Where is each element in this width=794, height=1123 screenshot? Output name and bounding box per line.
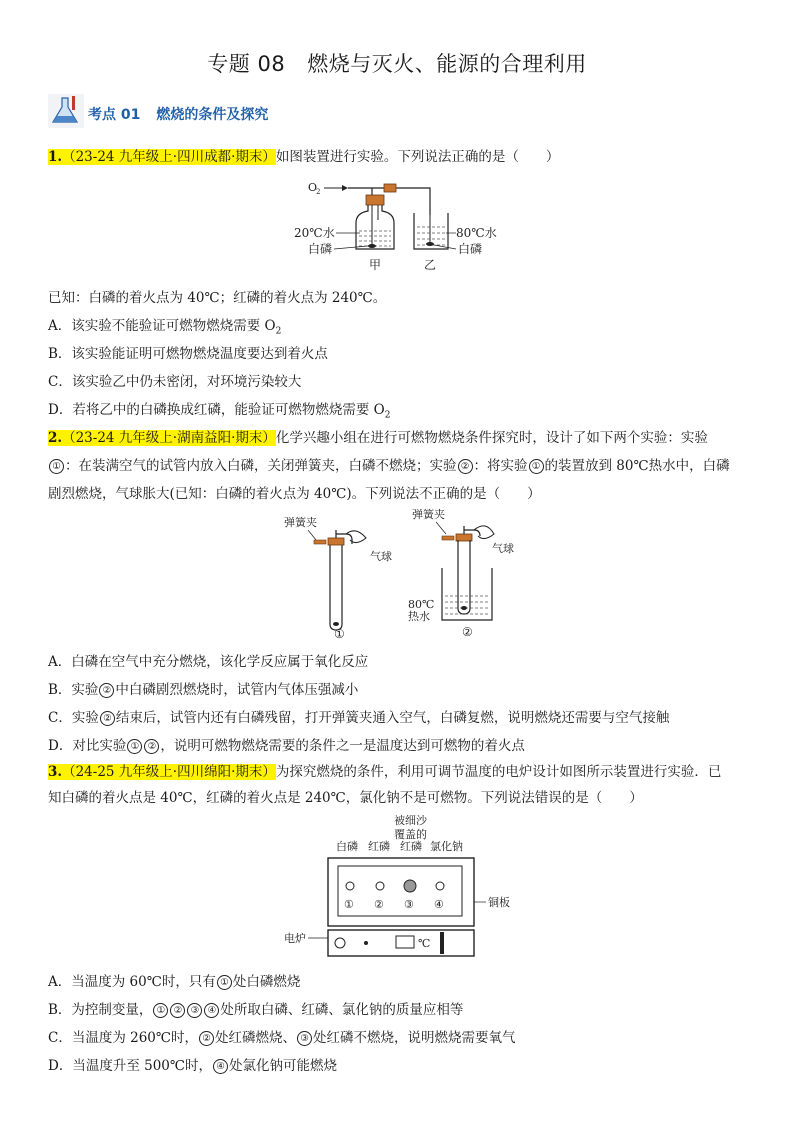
svg-text:气球: 气球: [370, 550, 392, 563]
svg-text:红磷: 红磷: [400, 840, 422, 853]
flask-icon: [48, 94, 84, 128]
svg-text:弹簧夹: 弹簧夹: [284, 516, 317, 529]
q1-option-a[interactable]: A．该实验不能验证可燃物燃烧需要 $O_2$: [48, 318, 282, 337]
svg-text:20℃水: 20℃水: [294, 226, 335, 240]
q3-option-a[interactable]: A．当温度为 60℃时，只有 ① 处白磷燃烧: [48, 974, 301, 990]
svg-text:气球: 气球: [492, 542, 514, 555]
q2-option-d[interactable]: D．对比实验 ① ② ，说明可燃物燃烧需要的条件之一是温度达到可燃物的着火点: [48, 738, 525, 754]
svg-text:甲: 甲: [369, 258, 382, 272]
q3-option-d[interactable]: D．当温度升至 500℃时， ④ 处氯化钠可能燃烧: [48, 1058, 337, 1074]
page-title: 专题 08 燃烧与灭火、能源的合理利用: [207, 52, 587, 76]
q1-known: 已知：白磷的着火点为 40℃；红磷的着火点为 240℃。: [48, 290, 387, 306]
svg-text:O: O: [308, 181, 318, 194]
svg-text:氯化钠: 氯化钠: [430, 840, 463, 853]
question-1-stem: 1.（23-24 九年级上·四川成都·期末）如图装置进行实验。下列说法正确的是（ ）: [48, 149, 560, 165]
q2-figure: [268, 504, 528, 648]
svg-text:白磷: 白磷: [458, 242, 483, 256]
svg-text:④: ④: [434, 898, 444, 911]
q3-option-c[interactable]: C．当温度为 260℃时， ② 处红磷燃烧、 ③ 处红磷不燃烧，说明燃烧需要氧气: [48, 1030, 516, 1046]
q1-option-b[interactable]: B．该实验能证明可燃物燃烧温度要达到着火点: [48, 346, 328, 362]
svg-text:电炉: 电炉: [284, 932, 306, 945]
svg-text:①: ①: [334, 627, 345, 641]
q2-option-a[interactable]: A．白磷在空气中充分燃烧，该化学反应属于氧化反应: [48, 654, 369, 670]
svg-text:②: ②: [462, 625, 473, 639]
svg-text:2: 2: [316, 188, 321, 196]
svg-text:①: ①: [344, 898, 354, 911]
question-2-stem-3: 剧烈燃烧，气球胀大(已知：白磷的着火点为 40℃)。下列说法不正确的是（ ）: [48, 486, 541, 502]
q1-option-c[interactable]: C．该实验乙中仍未密闭，对环境污染较大: [48, 374, 302, 390]
svg-text:℃: ℃: [418, 937, 431, 950]
svg-text:弹簧夹: 弹簧夹: [412, 508, 445, 521]
svg-text:热水: 热水: [408, 610, 430, 623]
svg-text:乙: 乙: [424, 258, 437, 272]
svg-text:覆盖的: 覆盖的: [394, 828, 427, 841]
svg-text:80℃水: 80℃水: [456, 226, 497, 240]
question-2-stem: 2.（23-24 九年级上·湖南益阳·期末）化学兴趣小组在进行可燃物燃烧条件探究时，设计了如下两个实验：实验: [48, 430, 708, 446]
q2-option-b[interactable]: B．实验 ② 中白磷剧烈燃烧时，试管内气体压强减小: [48, 682, 359, 698]
svg-text:铜板: 铜板: [488, 896, 510, 909]
svg-text:红磷: 红磷: [368, 840, 390, 853]
svg-text:80℃: 80℃: [408, 598, 435, 611]
svg-text:被细沙: 被细沙: [394, 814, 427, 827]
question-2-stem-2: ① ：在装满空气的试管内放入白磷，关闭弹簧夹，白磷不燃烧；实验 ② ：将实验 ① 的装置放到 80℃热水中，白磷: [48, 454, 730, 474]
q2-option-c[interactable]: C．实验 ② 结束后，试管内还有白磷残留，打开弹簧夹通入空气，白磷复燃，说明燃烧还需要与空气接触: [48, 710, 670, 726]
section-heading: 考点 01 燃烧的条件及探究: [88, 107, 269, 123]
svg-text:白磷: 白磷: [336, 840, 358, 853]
svg-text:白磷: 白磷: [308, 242, 333, 256]
question-3-stem-2: 知白磷的着火点是 40℃，红磷的着火点是 240℃，氯化钠不是可燃物。下列说法错误的是（ ）: [48, 790, 643, 806]
question-3-stem: 3.（24-25 九年级上·四川绵阳·期末）为探究燃烧的条件，利用可调节温度的电炉设计如图所示装置进行实验．已: [48, 764, 722, 780]
svg-text:③: ③: [404, 898, 414, 911]
svg-text:②: ②: [374, 898, 384, 911]
q3-option-b[interactable]: B．为控制变量， ① ② ③ ④ 处所取白磷、红磷、氯化钠的质量应相等: [48, 1002, 464, 1018]
q1-figure: [280, 175, 520, 279]
q3-figure: [280, 810, 520, 964]
q1-option-d[interactable]: D．若将乙中的白磷换成红磷，能验证可燃物燃烧需要 $O_2$: [48, 402, 391, 421]
